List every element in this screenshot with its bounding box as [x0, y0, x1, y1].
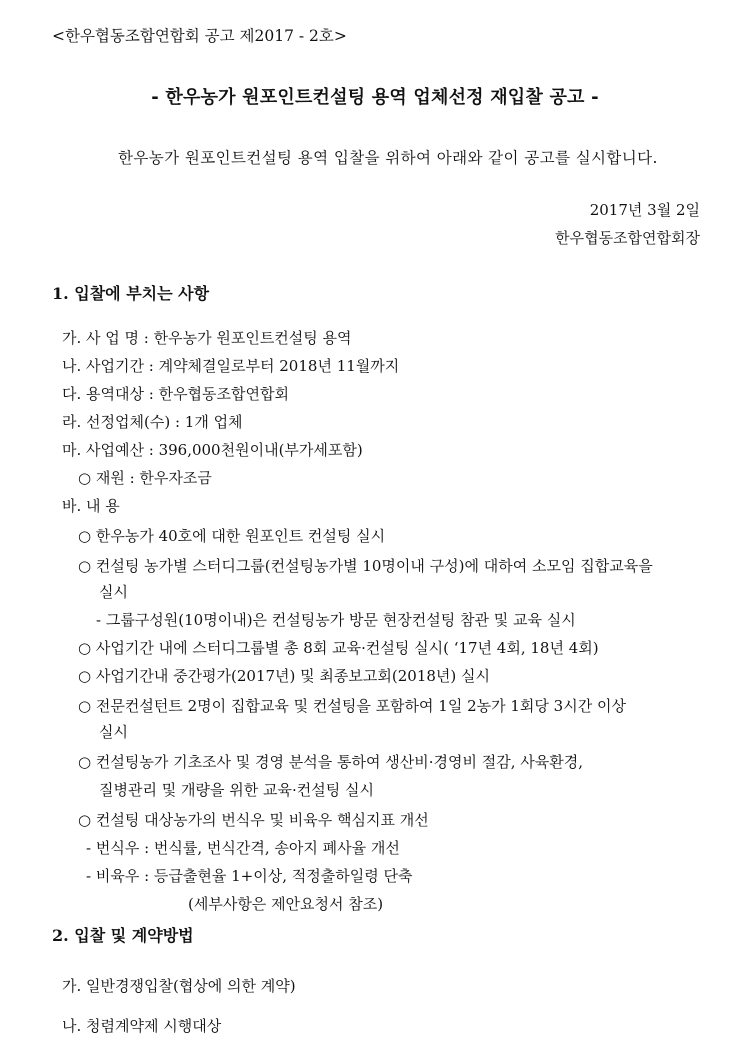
- item-bidding-method: 가. 일반경쟁입찰(협상에 의한 계약): [62, 977, 296, 995]
- intro-text: 한우농가 원포인트컨설팅 용역 입찰을 위하여 아래와 같이 공고를 실시합니다.: [118, 149, 658, 167]
- content-line: ○ 컨설팅 대상농가의 번식우 및 비육우 핵심지표 개선: [78, 811, 429, 829]
- notice-date: 2017년 3월 2일: [589, 201, 700, 219]
- content-line: - 그룹구성원(10명이내)은 컨설팅농가 방문 현장컨설팅 참관 및 교육 실시: [96, 611, 576, 629]
- content-line: - 번식우 : 번식률, 번식간격, 송아지 폐사율 개선: [86, 839, 400, 857]
- content-line: ○ 사업기간 내에 스터디그룹별 총 8회 교육·컨설팅 실시( ‘17년 4회, 18년 4회): [78, 639, 599, 657]
- content-line: 실시: [99, 723, 128, 741]
- content-line: ○ 컨설팅 농가별 스터디그룹(컨설팅농가별 10명이내 구성)에 대하여 소모임 집합교육을: [78, 557, 653, 575]
- content-line: ○ 한우농가 40호에 대한 원포인트 컨설팅 실시: [78, 527, 386, 545]
- issuer-name: 한우협동조합연합회장: [555, 229, 700, 247]
- item-project-period: 나. 사업기간 : 계약체결일로부터 2018년 11월까지: [62, 357, 400, 375]
- section-2-heading: 2. 입찰 및 계약방법: [52, 926, 194, 945]
- item-content-label: 바. 내 용: [62, 497, 120, 515]
- item-integrity-contract: 나. 청렴계약제 시행대상: [62, 1017, 222, 1035]
- content-line: ○ 사업기간내 중간평가(2017년) 및 최종보고회(2018년) 실시: [78, 667, 490, 685]
- item-budget: 마. 사업예산 : 396,000천원이내(부가세포함): [62, 441, 363, 459]
- content-line: - 비육우 : 등급출현율 1+이상, 적정출하일령 단축: [86, 867, 413, 885]
- item-project-name: 가. 사 업 명 : 한우농가 원포인트컨설팅 용역: [62, 329, 352, 347]
- item-funding-source: ○ 재원 : 한우자조금: [78, 469, 212, 487]
- content-line: 질병관리 및 개량을 위한 교육·컨설팅 실시: [99, 781, 374, 799]
- content-line: 실시: [99, 583, 128, 601]
- notice-number: <한우협동조합연합회 공고 제2017 - 2호>: [52, 27, 347, 45]
- item-service-target: 다. 용역대상 : 한우협동조합연합회: [62, 385, 289, 403]
- content-note: (세부사항은 제안요청서 참조): [188, 895, 384, 913]
- document-title: - 한우농가 원포인트컨설팅 용역 업체선정 재입찰 공고 -: [151, 87, 599, 108]
- content-line: ○ 컨설팅농가 기초조사 및 경영 분석을 통하여 생산비·경영비 절감, 사육환경,: [78, 753, 584, 771]
- section-1-heading: 1. 입찰에 부치는 사항: [52, 284, 210, 303]
- item-selected-vendors: 라. 선정업체(수) : 1개 업체: [62, 413, 243, 431]
- content-line: ○ 전문컨설턴트 2명이 집합교육 및 컨설팅을 포함하여 1일 2농가 1회당 3시간 이상: [78, 697, 626, 715]
